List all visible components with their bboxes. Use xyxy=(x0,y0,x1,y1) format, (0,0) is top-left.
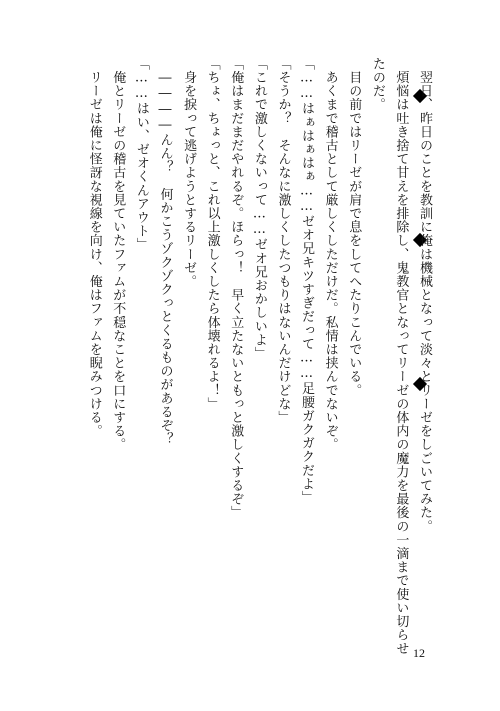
text-line: 目の前ではリーゼが肩で息をしてへたりこんでいる。 xyxy=(346,57,362,397)
text-line: 煩悩は吐き捨て甘えを排除し、鬼教官となってリーゼの体内の魔力を最後の一滴まで使い切らせ xyxy=(393,57,409,656)
text-line: 「そうか？ そんなに激しくしたつもりはないんだけどな」 xyxy=(275,57,291,425)
text-line: リーゼは俺に怪訝な視線を向け、俺はファムを睨みつける。 xyxy=(86,57,102,438)
text-line: 身を捩って逃げようとするリーゼ。 xyxy=(181,57,197,289)
text-line: 俺とリーゼの稽古を見ていたファムが不穏なことを口にする。 xyxy=(110,57,126,452)
page-number: 12 xyxy=(413,646,425,660)
text-line: 「……はぁはぁはぁ……ゼオ兄キツすぎだって……足腰ガクガクだよ」 xyxy=(299,57,315,505)
text-line: 「これで激しくないって……ゼオ兄おかしいよ」 xyxy=(251,57,267,361)
text-line: たのだ。 xyxy=(369,57,385,112)
text-line: 「ちょ、ちょっと、これ以上激しくしたら体壊れるよ！」 xyxy=(204,57,220,411)
text-line: 翌日、昨日のことを教訓に俺は機械となって淡々とリーゼをしごいてみた。 xyxy=(417,57,432,533)
text-line: 「……はい、ゼオくんアウト」 xyxy=(133,57,149,252)
text-line: あくまで稽古として厳しくしただけだ。私情は挟んでないぞ。 xyxy=(322,57,338,452)
text-line: 「俺はまだまだやれるぞ。ほらっ！ 早く立たないともっと激しくするぞ」 xyxy=(228,57,244,520)
text-line: ――――んん？ 何かこうゾクゾクっとくるものがあるぞ？ xyxy=(157,57,173,446)
